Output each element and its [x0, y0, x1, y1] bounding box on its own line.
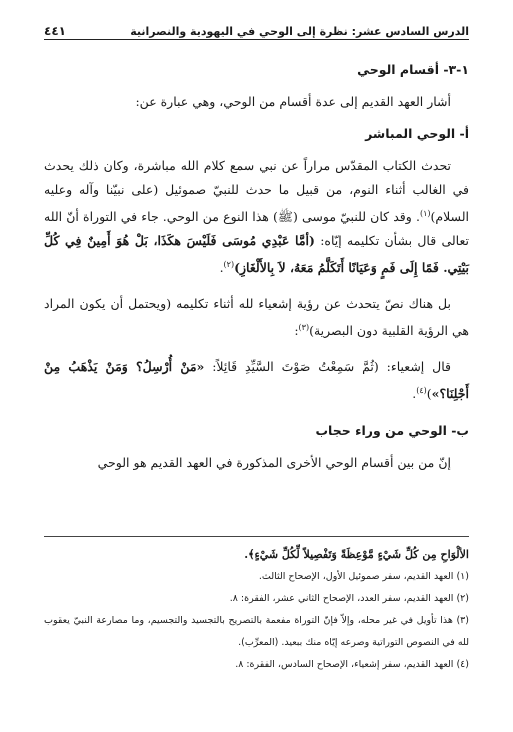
paragraph-isaiah-quote: قال إشعياء: (ثُمَّ سَمِعْتُ صَوْتَ السَّيِّدِ قَائِلاً: «مَنْ أُرْسِلُ؟ وَمَنْ يَذْهَبُ مِنْ أَجْلِنَا؟»)$^{(٤)}$. — [44, 359, 469, 402]
header-rule — [44, 39, 469, 40]
main-text — [44, 58, 469, 475]
section-heading: ١-٣- أقسام الوحي — [357, 62, 469, 77]
footnote-4: (٤) العهد القديم، سفر إشعياء، الإصحاح السادس، الفقرة: ٨. — [235, 659, 469, 670]
footnote-ref-1: (١) — [419, 209, 431, 218]
footnote-2: (٢) العهد القديم، سفر العدد، الإصحاح الثاني عشر، الفقرة: ٨. — [229, 593, 469, 604]
para-a4-text: قال إشعياء: (ثُمَّ سَمِعْتُ صَوْتَ السَّيِّدِ قَائِلاً: — [212, 359, 451, 375]
running-header — [44, 16, 469, 38]
footnote-verse: الألْوَاحِ مِن كُلِّ شَيْءٍ مَّوْعِظَةً وَتَفْصِيلاً لِّكُلِّ شَيْءٍ﴾. — [244, 548, 469, 561]
scripture-quote-1: (أمَّا عَبْدِي مُوسَى فَلَيْسَ هكَذَا، بَلْ هُوَ أَمِينٌ فِي كُلِّ بَيْتِي. فَمًا إِلَى فَمٍ وَعَيَانًا أَتَكَلَّمُ مَعَهُ، لاَ بِالأَلْغَازِ) — [44, 233, 469, 276]
page-number: ٤٤١ — [44, 24, 66, 38]
footnotes — [44, 544, 469, 676]
footnote-1: (١) العهد القديم، سفر صموئيل الأول، الإصحاح الثالث. — [258, 571, 469, 582]
intro-paragraph: أشار العهد القديم إلى عدة أقسام من الوحي، وهي عبارة عن: — [135, 94, 451, 109]
footnote-rule — [44, 536, 469, 537]
quote2-close: ) — [426, 386, 432, 402]
paragraph-isaiah-vision: بل هناك نصّ يتحدث عن رؤية إشعياء لله أثناء تكليمه (ويحتمل أن يكون المراد هي الرؤية القلبية دون البصرية)$^{(٣)}$: — [44, 296, 469, 339]
running-title: الدرس السادس عشر: نظرة إلى الوحي في اليهودية والنصرانية — [130, 25, 469, 38]
paragraph-veil-revelation: إنّ من بين أقسام الوحي الأخرى المذكورة في العهد القديم هو الوحي — [97, 454, 451, 470]
footnote-ref-4: (٤) — [416, 386, 427, 396]
footnote-ref-2: (٢) — [223, 260, 235, 270]
footnote-3: (٣) هذا تأويل في غير محله، وإلاّ فإنّ التوراة مفعمة بالتصريح بالتجسيد والتجسيم، وما مصارعة النبيّ يعقوب لله في النصوص التوراتية وصرعه إيّاه منك ببعيد. (المعرِّب). — [44, 615, 469, 648]
subsection-heading-b: ب- الوحي من وراء حجاب — [315, 422, 469, 438]
para-a2-text: . وقد كان للنبيّ موسى (ﷺ) هذا النوع من الوحي. جاء في التوراة أنّ الله تعالى قال بشأن تكليمه إيّاه: — [44, 209, 469, 249]
subsection-heading-a: أ- الوحي المباشر — [365, 126, 469, 141]
para-a3-text: بل هناك نصّ يتحدث عن رؤية إشعياء لله أثناء تكليمه (ويحتمل أن يكون المراد هي الرؤية القلبية دون البصرية) — [44, 296, 469, 339]
para-a1-text: تحدث الكتاب المقدّس مراراً عن نبي سمع كلام الله مباشرة، وكان ذلك يحدث في الغالب أثناء النوم، من قبيل ما حدث للنبيّ صموئيل (على نبيّنا وآله وعليه السلام) — [44, 158, 469, 225]
footnote-ref-3: (٣) — [298, 323, 310, 333]
paragraph-direct-revelation: تحدث الكتاب المقدّس مراراً عن نبي سمع كلام الله مباشرة، وكان ذلك يحدث في الغالب أثناء النوم، من قبيل ما حدث للنبيّ صموئيل (على نبيّنا وآله وعليه السلام)$^{(١)}$. وقد كان للنبيّ موسى (ﷺ) هذا النوع من الوحي. جاء في التوراة أنّ الله تعالى قال بشأن تكليمه إيّاه: (أمَّا عَبْدِي مُوسَى فَلَيْسَ هكَذَا، بَلْ هُوَ أَمِينٌ فِي كُلِّ بَيْتِي. فَمًا إِلَى فَمٍ وَعَيَانًا أَتَكَلَّمُ مَعَهُ، لاَ بِالأَلْغَازِ)$^{(٢)}$. — [44, 158, 469, 276]
scripture-quote-2: «مَنْ أُرْسِلُ؟ وَمَنْ يَذْهَبُ مِنْ أَجْلِنَا؟» — [44, 359, 469, 402]
